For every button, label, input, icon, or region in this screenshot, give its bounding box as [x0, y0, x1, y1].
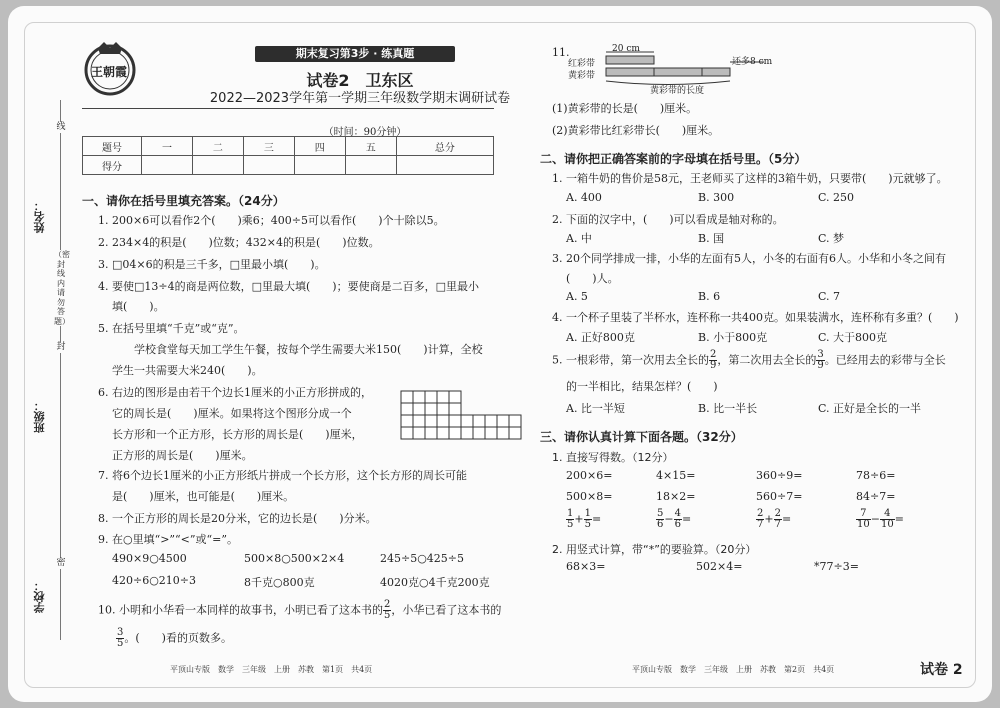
score-cell: 二 — [192, 137, 243, 156]
subsection-title: 1. 直接写得数。（12分） — [552, 451, 674, 464]
operator: + — [574, 512, 584, 526]
question-line: 3. □04×6的积是三千多，□里最小填( )。 — [98, 258, 326, 271]
fraction-numerator: 1 — [567, 508, 574, 519]
logo-text: 王朝霞 — [91, 65, 128, 79]
binding-strip — [30, 100, 72, 640]
score-input-cell[interactable] — [142, 156, 193, 175]
question-line: 填( )。 — [112, 300, 165, 313]
q10-text-b: ，小华已看了这本书的 — [391, 603, 502, 617]
fraction-numerator: 2 — [710, 349, 717, 360]
exam-time: （时间：90分钟） — [323, 127, 407, 138]
fraction-numerator: 3 — [817, 349, 824, 360]
class-label: 班级： — [33, 400, 46, 433]
score-input-cell[interactable] — [192, 156, 243, 175]
calc-item: 502×4= — [696, 560, 743, 573]
fraction-calc-item — [566, 509, 601, 530]
question-line: 正方形的周长是( )厘米。 — [112, 449, 253, 462]
paper-title: 试卷2 卫东区 — [306, 71, 414, 90]
question-line: 5. 在括号里填“千克”或“克”。 — [98, 322, 245, 335]
footer-right: 平顶山专版 数学 三年级 上册 苏教 第2页 共4页 — [632, 665, 835, 674]
fraction-denominator: 5 — [567, 519, 574, 530]
yellow-length-label: 黄彩带的长度 — [650, 86, 705, 96]
option-c[interactable]: C. 大于800克 — [818, 331, 888, 344]
option-a[interactable]: A. 正好800克 — [566, 331, 635, 344]
question-line: 8. 一个正方形的周长是20分米，它的边长是( )分米。 — [98, 512, 377, 525]
score-cell: 四 — [294, 137, 345, 156]
question-line: 长方形和一个正方形，长方形的周长是( )厘米， — [112, 428, 363, 441]
q11-sub1: (1)黄彩带的长是( )厘米。 — [552, 102, 698, 115]
equals: = — [781, 512, 792, 526]
equals: = — [591, 512, 602, 526]
score-cell: 题号 — [83, 137, 142, 156]
option-a[interactable]: A. 400 — [566, 191, 602, 204]
operator: + — [764, 512, 774, 526]
question-line: 是( )厘米，也可能是( )厘米。 — [112, 490, 295, 503]
option-b[interactable]: B. 300 — [698, 191, 735, 204]
score-input-cell[interactable] — [345, 156, 396, 175]
fraction-numerator: 2 — [774, 508, 781, 519]
option-b[interactable]: B. 国 — [698, 232, 725, 245]
question-line: 1. 一箱牛奶的售价是58元，王老师买了这样的3箱牛奶，只要带( )元就够了。 — [552, 172, 948, 185]
question-line: 学生一共需要大米240( )。 — [112, 364, 263, 377]
score-table-header-row — [83, 137, 494, 156]
seal-note: （密封线内请勿答题） — [54, 250, 70, 326]
question-line: 它的周长是( )厘米。如果将这个图形分成一个 — [112, 407, 352, 420]
question-line: 1. 200×6可以看作2个( )乘6；400÷5可以看作( )个十除以5。 — [98, 214, 445, 227]
question-line: 3. 20个同学排成一排，小华的左面有5人，小冬的右面有6人。小华和小冬之间有 — [552, 252, 946, 265]
score-input-cell[interactable] — [294, 156, 345, 175]
fraction-denominator: 6 — [674, 519, 681, 530]
fraction-numerator: 1 — [584, 508, 591, 519]
ribbon-diagram — [568, 44, 788, 96]
score-cell: 总分 — [396, 137, 493, 156]
question-line: 7. 将6个边长1厘米的小正方形纸片拼成一个长方形，这个长方形的周长可能 — [98, 469, 467, 482]
question-line-q5 — [552, 350, 946, 371]
section2-title: 二、请你把正确答案前的字母填在括号里。（5分） — [540, 152, 807, 166]
fraction — [584, 509, 592, 530]
compare-item: 245÷5○425÷5 — [380, 552, 465, 565]
fraction-numerator: 5 — [657, 508, 664, 519]
seal-char-mi: 密 — [54, 558, 68, 569]
question-line: 6. 右边的图形是由若干个边长1厘米的小正方形拼成的， — [98, 386, 372, 399]
q11-number: 11. — [552, 46, 570, 59]
fraction-denominator: 10 — [857, 519, 870, 530]
score-table-score-row — [83, 156, 494, 175]
q11-sub2: (2)黄彩带比红彩带长( )厘米。 — [552, 124, 720, 137]
fraction-denominator: 7 — [757, 519, 764, 530]
compare-item: 4020克○4千克200克 — [380, 576, 490, 589]
equals: = — [681, 512, 692, 526]
fraction-denominator: 6 — [657, 519, 664, 530]
section3-title: 三、请你认真计算下面各题。（32分） — [540, 430, 743, 444]
q10-line — [98, 600, 501, 621]
calc-item: 4×15= — [656, 469, 696, 482]
option-c[interactable]: C. 正好是全长的一半 — [818, 402, 922, 415]
question-line: ( )人。 — [566, 272, 619, 285]
name-label: 姓名： — [33, 200, 46, 233]
calc-item: 500×8= — [566, 490, 613, 503]
calc-item: 84÷7= — [856, 490, 896, 503]
fraction-numerator: 2 — [757, 508, 764, 519]
q5-text-c: 。已经用去的彩带与全长 — [824, 353, 946, 367]
fraction — [856, 509, 871, 530]
red-ribbon-label: 红彩带 — [568, 59, 596, 69]
question-line: 的一半相比，结果怎样？( ) — [566, 380, 718, 393]
extra-length-label: 还多8 cm — [732, 57, 773, 67]
fraction-denominator: 5 — [384, 610, 391, 621]
score-cell: 一 — [142, 137, 193, 156]
fraction-numerator: 2 — [384, 599, 391, 610]
fraction — [880, 509, 895, 530]
option-c[interactable]: C. 250 — [818, 191, 855, 204]
seal-char-xian: 线 — [54, 122, 68, 133]
calc-item: 360÷9= — [756, 469, 803, 482]
compare-item: 500×8○500×2×4 — [244, 552, 345, 565]
fraction — [774, 509, 782, 530]
option-b[interactable]: B. 6 — [698, 290, 721, 303]
option-a[interactable]: A. 比一半短 — [566, 402, 625, 415]
operator: − — [870, 512, 880, 526]
school-label: 学校： — [33, 580, 46, 613]
calc-item: *77÷3= — [814, 560, 859, 573]
option-a[interactable]: A. 中 — [566, 232, 592, 245]
fraction-denominator: 10 — [880, 519, 894, 530]
question-line: 2. 下面的汉字中，( )可以看成是轴对称的。 — [552, 213, 784, 226]
score-cell: 三 — [243, 137, 294, 156]
fraction-numerator: 3 — [117, 627, 124, 638]
question-line: 4. 一个杯子里装了半杯水，连杯称一共400克。如果装满水，连杯称有多重？( ) — [552, 311, 959, 324]
compare-item: 8千克○800克 — [244, 576, 315, 589]
score-cell: 五 — [345, 137, 396, 156]
paper-subtitle: 2022—2023学年第一学期三年级数学期末调研试卷 — [209, 91, 511, 106]
score-input-cell[interactable] — [396, 156, 493, 175]
score-input-cell[interactable] — [243, 156, 294, 175]
fraction-denominator: 7 — [774, 519, 781, 530]
seal-char-feng: 封 — [54, 342, 68, 353]
square-grid-figure — [400, 390, 526, 440]
calc-item: 200×6= — [566, 469, 613, 482]
fraction-denominator: 5 — [117, 638, 124, 649]
review-banner: 期末复习第3步 · 练真题 — [255, 46, 455, 62]
fraction — [674, 509, 682, 530]
equals: = — [894, 512, 904, 526]
option-c[interactable]: C. 7 — [818, 290, 841, 303]
calc-item: 68×3= — [566, 560, 606, 573]
score-table — [82, 136, 494, 175]
footer-left: 平顶山专版 数学 三年级 上册 苏教 第1页 共4页 — [170, 665, 373, 674]
question-line: 9. 在○里填“>”“<”或“=”。 — [98, 533, 238, 546]
q10-text-a: 10. 小明和小华看一本同样的故事书，小明已看了这本书的 — [98, 603, 383, 617]
fraction-denominator: 9 — [710, 360, 717, 371]
page-id: 试卷 2 — [920, 662, 963, 678]
calc-item: 78÷6= — [856, 469, 896, 482]
option-b[interactable]: B. 比一半长 — [698, 402, 758, 415]
section1-title: 一、请你在括号里填充答案。（24分） — [82, 194, 285, 208]
q10-line2 — [116, 628, 232, 649]
fraction-calc-item — [756, 509, 791, 530]
option-a[interactable]: A. 5 — [566, 290, 588, 303]
title-divider — [82, 108, 494, 109]
calc-item: 560÷7= — [756, 490, 803, 503]
fraction-numerator: 4 — [880, 509, 895, 520]
q10-text-c: 。( )看的页数多。 — [124, 631, 232, 645]
fraction-denominator: 9 — [817, 360, 824, 371]
option-b[interactable]: B. 小于800克 — [698, 331, 768, 344]
question-line: 2. 234×4的积是( )位数；432×4的积是( )位数。 — [98, 236, 380, 249]
yellow-ribbon-label: 黄彩带 — [568, 71, 596, 81]
compare-item: 490×9○4500 — [112, 552, 187, 565]
question-line: 学校食堂每天加工学生午餐，按每个学生需要大米150( )计算，全校 — [134, 343, 483, 356]
score-cell: 得分 — [83, 156, 142, 175]
q5-text-b: ，第二次用去全长的 — [717, 353, 817, 367]
fraction-calc-item — [656, 509, 691, 530]
option-c[interactable]: C. 梦 — [818, 232, 845, 245]
question-line: 4. 要使□13÷4的商是两位数，□里最大填( )；要使商是二百多，□里最小 — [98, 280, 479, 293]
fraction-numerator: 4 — [674, 508, 681, 519]
subsection-title: 2. 用竖式计算，带“*”的要验算。（20分） — [552, 543, 757, 556]
red-length-label: 20 cm — [612, 44, 640, 54]
compare-item: 420÷6○210÷3 — [112, 574, 197, 587]
calc-item: 18×2= — [656, 490, 696, 503]
q5-text-a: 5. 一根彩带，第一次用去全长的 — [552, 353, 709, 367]
logo-seal — [82, 40, 138, 96]
fraction-calc-item — [856, 509, 904, 530]
fraction-3-9 — [816, 350, 824, 371]
fraction-denominator: 5 — [584, 519, 591, 530]
fraction-numerator: 7 — [856, 509, 871, 520]
operator: − — [664, 512, 674, 526]
